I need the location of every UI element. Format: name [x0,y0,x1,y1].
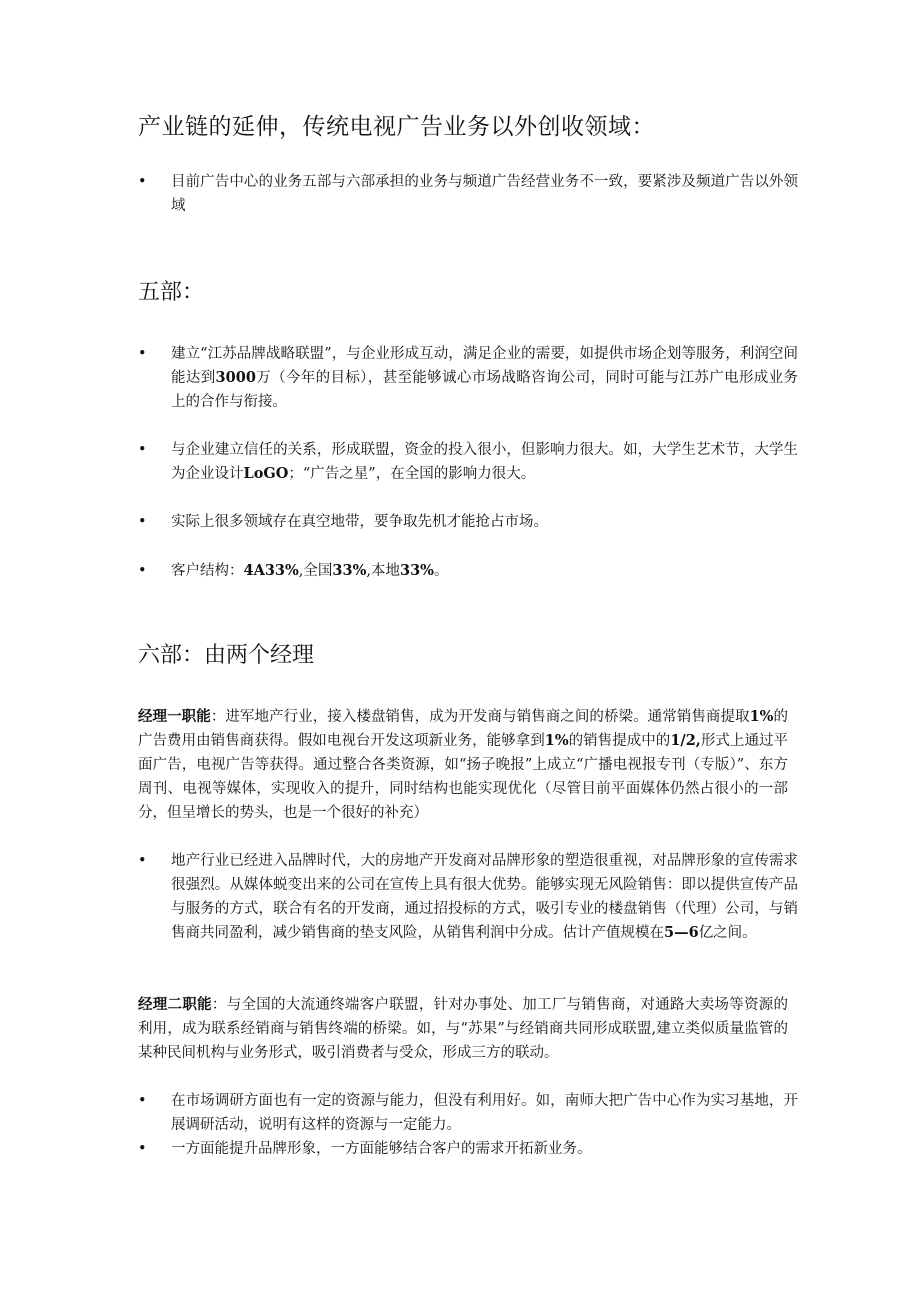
bullet-text: 在市场调研方面也有一定的资源与能力，但没有利用好。如，南师大把广告中心作为实习基地，开展调研活动，说明有这样的资源与一定能力。 [171,1093,798,1133]
manager-one-paragraph: 经理一职能：进军地产行业，接入楼盘销售，成为开发商与销售商之间的桥梁。通常销售商提取1%的广告费用由销售商获得。假如电视台开发这项新业务，能够拿到1%的销售提成中的1/2,形式上通过平面广告，电视广告等获得。通过整合各类资源，如“扬子晚报”上成立“广播电视报专刊（专版）”、东方周刊、电视等媒体，实现收入的提升，同时结构也能实现优化（尽管目前平面媒体仍然占很小的一部分，但呈增长的势头，也是一个很好的补充） [138,708,789,821]
bullet-text: 建立“江苏品牌战略联盟”，与企业形成互动，满足企业的需要，如提供市场企划等服务，利润空间能达到3000万（今年的目标），甚至能够诚心市场战略咨询公司，同时可能与江苏广电形成业务上的合作与衔接。 [171,346,799,410]
bullet-dot: • [138,442,147,458]
bullet-dot: • [138,346,147,362]
five-bullet-3 [138,510,798,534]
manager-two-paragraph: 经理二职能：与全国的大流通终端客户联盟，针对办事处、加工厂与销售商，对通路大卖场等资源的利用，成为联系经销商与销售终端的桥梁。如，与“苏果”与经销商共同形成联盟,建立类似质量监管的某种民间机构与业务形式，吸引消费者与受众，形成三方的联动。 [138,996,789,1061]
five-bullet-1 [138,342,798,414]
bullet-dot: • [138,514,147,530]
section-heading-five: 五部： [138,280,205,305]
bullet-text: 实际上很多领域存在真空地带，要争取先机才能抢占市场。 [171,514,548,530]
bullet-text: 与企业建立信任的关系，形成联盟，资金的投入很小，但影响力很大。如，大学生艺术节，大学生为企业设计LoGO；“广告之星”，在全国的影响力很大。 [171,442,798,482]
manager-two-bullet-2 [138,1137,798,1161]
bullet-dot: • [138,853,147,869]
manager-two-bullet-1 [138,1089,798,1137]
manager-one-bullet [138,849,798,945]
manager-one-label: 经理一职能 [138,708,211,725]
bullet-text: 地产行业已经进入品牌时代，大的房地产开发商对品牌形象的塑造很重视，对品牌形象的宣传需求很强烈。从媒体蜕变出来的公司在宣传上具有很大优势。能够实现无风险销售：即以提供宣传产品与服务的方式，联合有名的开发商，通过招投标的方式，吸引专业的楼盘销售（代理）公司，与销售商共同盈利，减少销售商的垫支风险，从销售利润中分成。估计产值规模在5—6亿之间。 [171,853,798,941]
manager-two-label: 经理二职能 [138,996,212,1013]
profit-target: 3000 [215,369,256,386]
bullet-dot: • [138,1093,147,1109]
intro-bullet [138,170,798,218]
bullet-text: 客户结构：4A33%,全国33%,本地33%。 [171,562,449,579]
section-heading-six: 六部：由两个经理 [138,643,315,668]
bullet-text: 目前广告中心的业务五部与六部承担的业务与频道广告经营业务不一致，要紧涉及频道广告以外领域 [171,174,798,214]
five-bullet-2 [138,438,798,486]
main-heading: 产业链的延伸，传统电视广告业务以外创收领域： [138,114,655,140]
bullet-dot: • [138,174,147,190]
bullet-dot: • [138,563,147,579]
bullet-text: 一方面能提升品牌形象，一方面能够结合客户的需求开拓新业务。 [171,1141,592,1157]
bullet-dot: • [138,1141,147,1157]
five-bullet-4 [138,559,798,583]
